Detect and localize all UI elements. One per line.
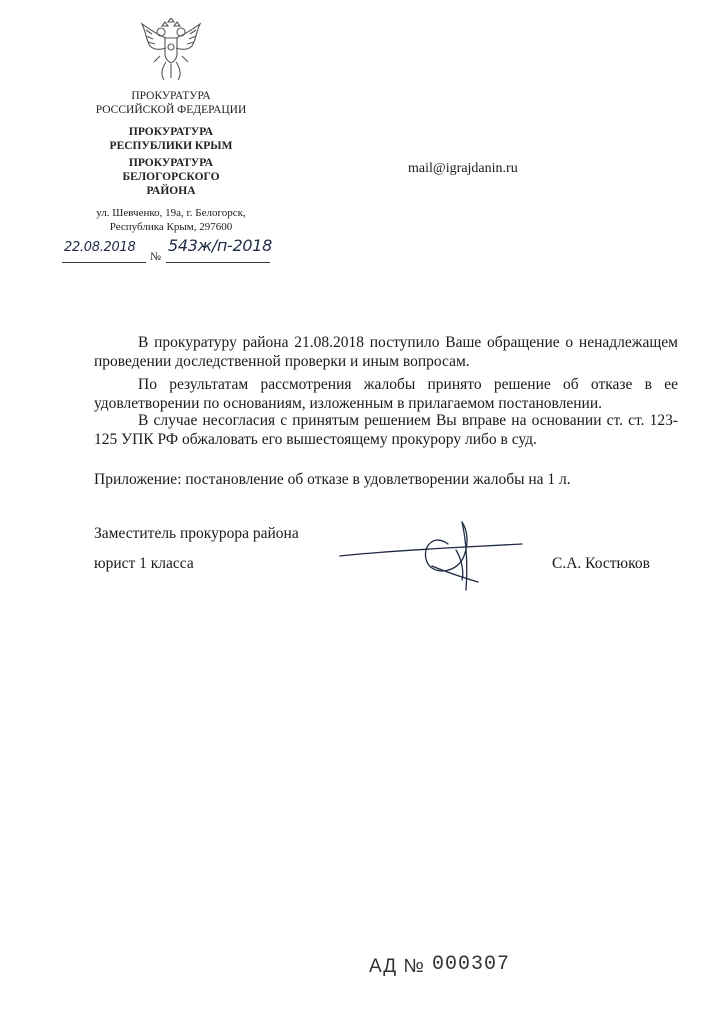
form-number: 000307 [432,953,511,976]
handwritten-signature [336,510,536,600]
handwritten-number: 543ж/п-2018 [168,236,272,255]
republic-prosecutor-line2: РЕСПУБЛИКИ КРЫМ [109,140,233,152]
double-headed-eagle-emblem-icon [138,18,204,84]
address-line2: Республика Крым, 297600 [109,221,233,233]
form-series: АД № [369,956,425,977]
address-line1: ул. Шевченко, 19а, г. Белогорск, [96,207,246,219]
paragraph-receipt: В прокуратуру района 21.08.2018 поступило Ваше обращение о ненадлежащем проведении доследственной проверки и иным вопросам. [94,334,678,370]
handwritten-date: 22.08.2018 [64,240,136,255]
district-prosecutor-line2: БЕЛОГОРСКОГО [122,171,220,183]
org-name-line1: ПРОКУРАТУРА [131,90,211,102]
recipient-email: mail@igrajdanin.ru [408,161,518,176]
number-sign: № [150,251,161,263]
paragraph-appeal: В случае несогласия с принятым решением Вы вправе на основании ст. ст. 123-125 УПК РФ обжаловать его вышестоящему прокурору либо в суд. [94,412,678,448]
signer-rank: юрист 1 класса [94,555,194,572]
signer-name: С.А. Костюков [552,555,650,572]
signer-position: Заместитель прокурора района [94,525,299,542]
attachment-note: Приложение: постановление об отказе в удовлетворении жалобы на 1 л. [94,471,571,488]
paragraph-decision: По результатам рассмотрения жалобы принято решение об отказе в ее удовлетворении по основаниям, изложенным в прилагаемом постановлении. [94,376,678,412]
republic-prosecutor-line1: ПРОКУРАТУРА [128,126,214,138]
district-prosecutor-line1: ПРОКУРАТУРА [128,157,214,169]
org-name-line2: РОССИЙСКОЙ ФЕДЕРАЦИИ [95,104,247,116]
district-prosecutor-line3: РАЙОНА [146,185,196,197]
